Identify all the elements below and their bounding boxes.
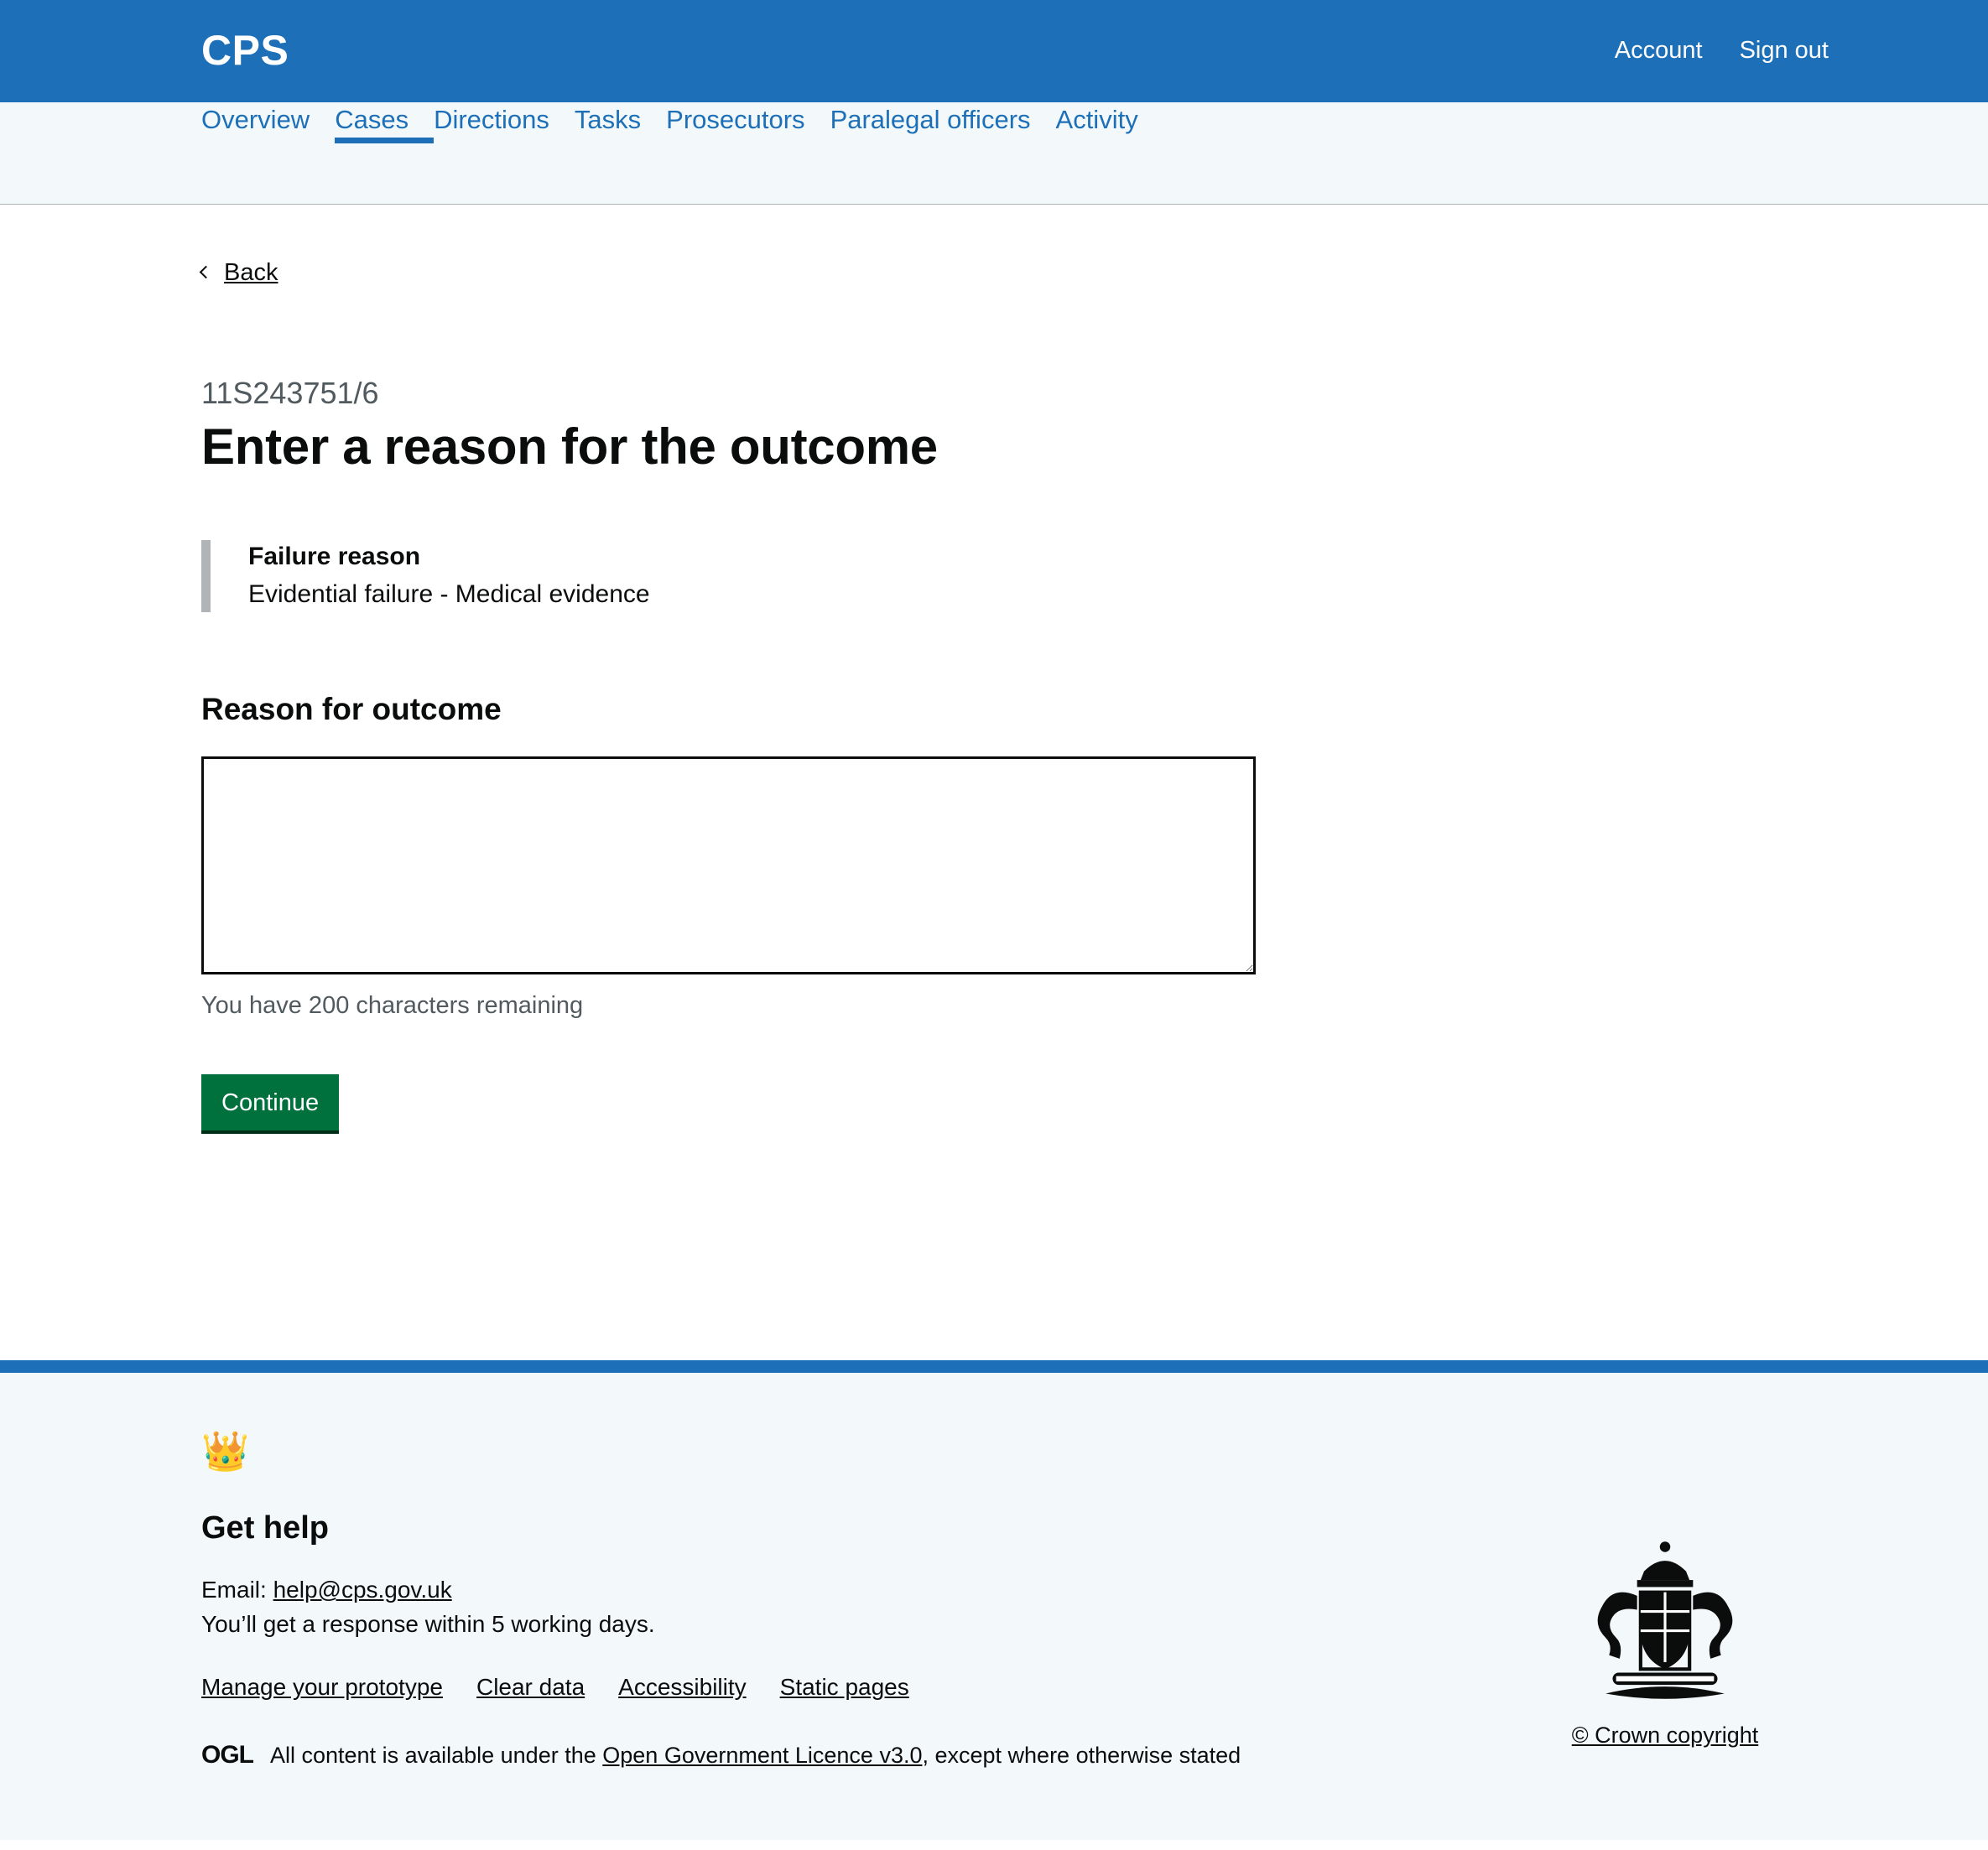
nav-item-paralegal-officers[interactable]: Paralegal officers [830, 105, 1031, 134]
nav-item-activity[interactable]: Activity [1055, 105, 1138, 134]
nav-item-tasks[interactable]: Tasks [574, 105, 642, 134]
sign-out-link[interactable]: Sign out [1739, 37, 1829, 65]
character-count-hint: You have 200 characters remaining [201, 992, 584, 1020]
royal-coat-of-arms-icon [1560, 1532, 1770, 1708]
site-header [0, 0, 1988, 102]
help-email-link[interactable]: help@cps.gov.uk [273, 1577, 452, 1603]
email-prefix-label: Email: [201, 1577, 267, 1603]
main-content [0, 205, 1988, 1286]
footer-links [201, 1671, 1241, 1703]
chevron-left-icon [200, 266, 213, 279]
reason-for-outcome-textarea[interactable] [201, 756, 1256, 974]
crown-icon: 👑 [201, 1429, 250, 1473]
licence-text [270, 1740, 1241, 1770]
back-link-label: Back [224, 259, 278, 286]
case-reference-caption: 11S243751/6 [201, 376, 379, 411]
static-pages-link[interactable]: Static pages [779, 1674, 909, 1701]
continue-button[interactable]: Continue [201, 1074, 339, 1134]
reason-for-outcome-label: Reason for outcome [201, 691, 502, 726]
ogl-icon: OGL [201, 1741, 253, 1769]
get-help-heading: Get help [201, 1510, 330, 1546]
site-footer [0, 1360, 1988, 1840]
crown-copyright-link[interactable]: © Crown copyright [1571, 1723, 1759, 1748]
licence-prefix: All content is available under the [270, 1743, 596, 1769]
licence-suffix: , except where otherwise stated [922, 1743, 1241, 1769]
page-title: Enter a reason for the outcome [201, 418, 938, 475]
manage-prototype-link[interactable]: Manage your prototype [201, 1674, 443, 1701]
nav-item-overview[interactable]: Overview [201, 105, 310, 134]
nav-item-cases[interactable]: Cases [335, 102, 434, 143]
failure-reason-label: Failure reason [248, 543, 421, 571]
nav-item-prosecutors[interactable]: Prosecutors [666, 105, 805, 134]
brand-logo[interactable]: CPS [201, 27, 289, 75]
response-note: You’ll get a response within 5 working days. [201, 1610, 655, 1637]
back-link[interactable] [201, 257, 278, 289]
nav-item-directions[interactable]: Directions [434, 105, 549, 134]
failure-reason-inset [201, 540, 1460, 612]
help-contact [201, 1573, 1241, 1641]
header-account-links [1615, 34, 1829, 67]
accessibility-link[interactable]: Accessibility [618, 1674, 747, 1701]
open-government-licence-link[interactable]: Open Government Licence v3.0 [602, 1743, 923, 1769]
clear-data-link[interactable]: Clear data [476, 1674, 585, 1701]
ogl-licence-line [201, 1738, 1241, 1773]
failure-reason-value: Evidential failure - Medical evidence [248, 580, 650, 609]
account-link[interactable]: Account [1614, 37, 1703, 65]
nav-list [201, 102, 1163, 204]
primary-navigation [0, 102, 1988, 205]
